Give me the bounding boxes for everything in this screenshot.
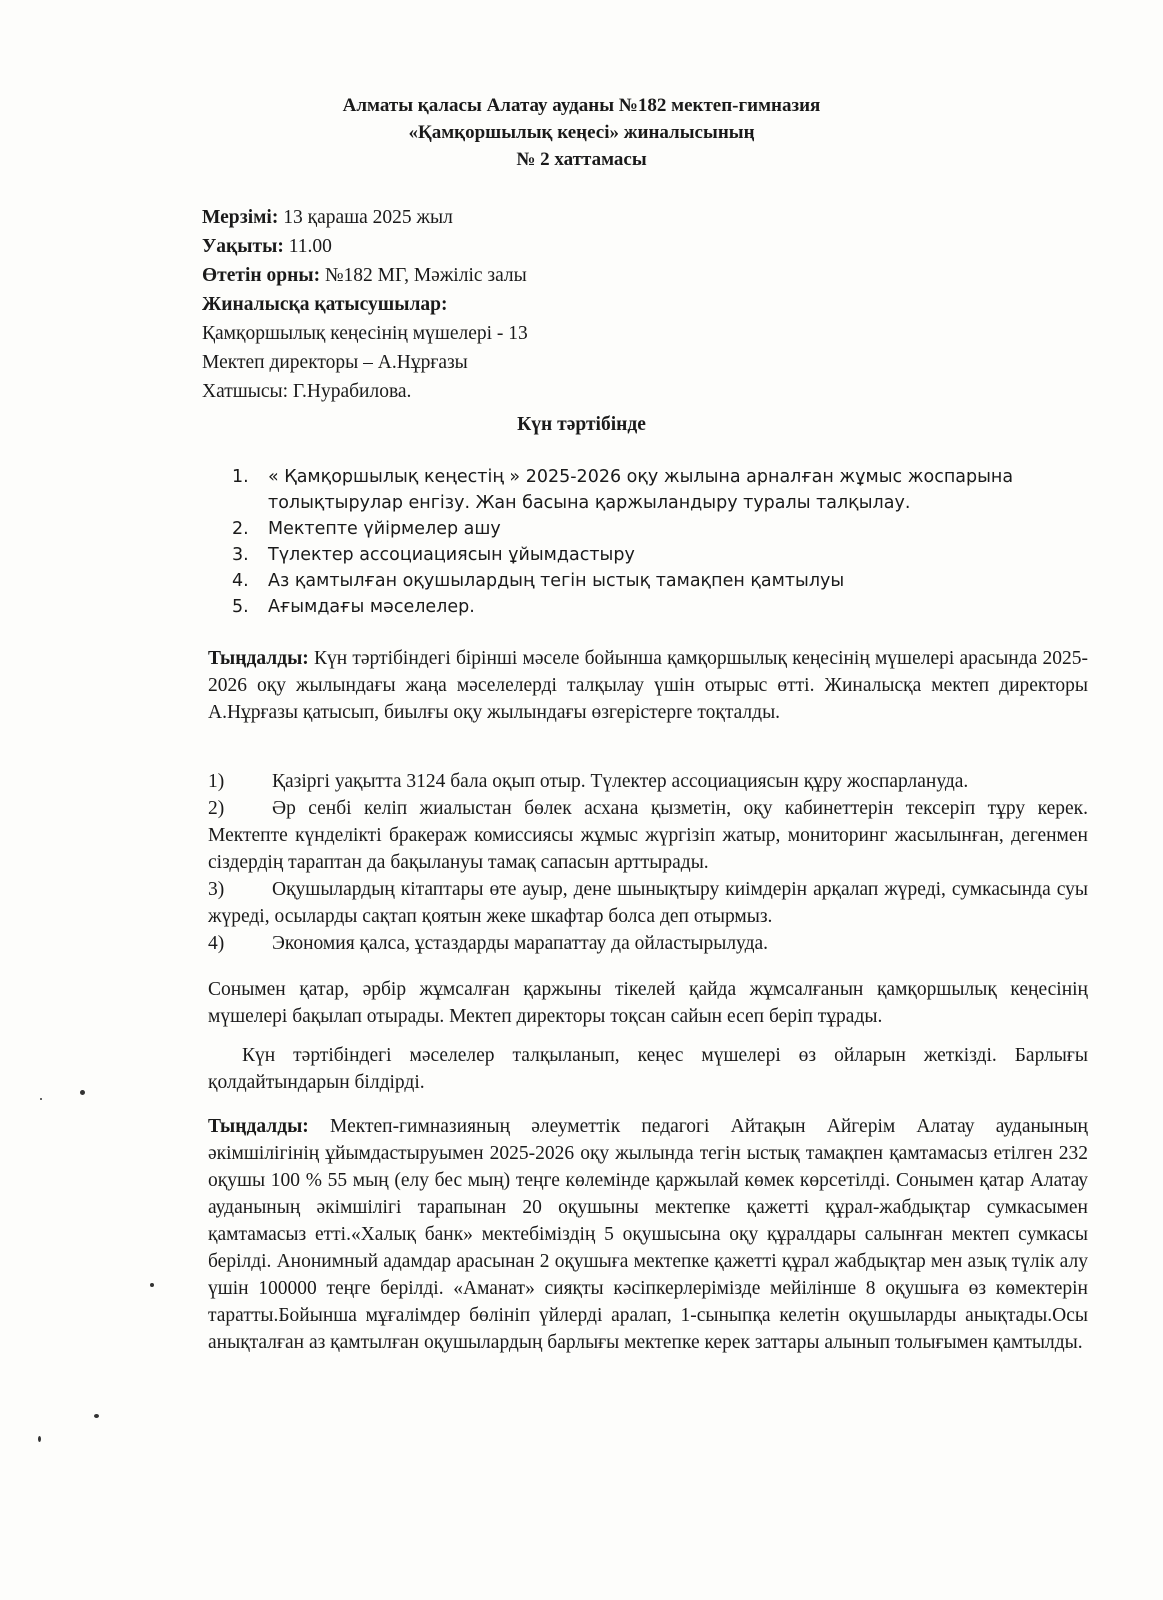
- meeting-details: [202, 203, 1022, 406]
- point-item: 4) Экономия қалса, ұстаздарды марапаттау да ойластырылуда.: [208, 933, 769, 954]
- agenda-item: 4. Аз қамтылған оқушылардың тегін ыстық тамақпен қамтылуы: [232, 571, 845, 591]
- scan-speck: [38, 1436, 41, 1442]
- point-item: 1) Қазіргі уақытта 3124 бала оқып отыр. Түлектер ассоциациясын құру жоспарлануда.: [208, 771, 969, 792]
- meeting-date: Мерзімі: 13 қараша 2025 жыл: [202, 207, 453, 228]
- section-heard-second: Тыңдалды: Мектеп-гимназияның әлеуметтік педагогі Айтақын Айгерім Алатау ауданының әкімшілігінің ұйымдастыруымен 2025-2026 оқу жылында тегін ыстық тамақпен қамтамасыз етілген 232 оқушы 100 % 55 мың (елу бес мың) теңге көлемінде қаржылай көмек көрсетілді. Сонымен қатар Алатау ауданының әкімшілігі тарапынан 20 оқушыны мектепке қажетті құрал-жабдықтар сумкасымен қамтамасыз етті.«Халық банк» мектебіміздің 5 оқушысына оқу құралдары салынған мектеп сумкасы берілді. Анонимный адамдар арасынан 2 оқушыға мектепке қажетті құрал жабдықтар мен азық түлік алу үшін 100000 теңге берілді. «Аманат» сияқты кәсіпкерлерімізде мейілінше 8 оқушыға өз көмектерін таратты.Бойынша мұғалімдер бөлініп үйлерді аралап, 1-сыныпқа келетін оқушыларды анықтады.Осы анықталған аз қамтылған оқушылардың барлығы мектепке керек заттары алынып толығымен қамтылды.: [208, 1116, 1088, 1353]
- scan-speck: [150, 1283, 154, 1287]
- header-line-council: «Қамқоршылық кеңесі» жиналысының: [408, 122, 755, 143]
- agenda-title: Күн тәртібінде: [517, 414, 646, 435]
- participant-council: Қамқоршылық кеңесінің мүшелері - 13: [202, 323, 528, 344]
- paragraph-control: Сонымен қатар, әрбір жұмсалған қаржыны тікелей қайда жұмсалғанын қамқоршылық кеңесінің мүшелері бақылап отырады. Мектеп директоры тоқсан сайын есеп беріп тұрады.: [208, 979, 1088, 1027]
- point-item: 2) Әр сенбі келіп жиалыстан бөлек асхана қызметін, оқу кабинеттерін тексеріп тұру керек. Мектепте күнделікті бракераж комиссиясы жұмыс жүргізіп жатыр, мониторинг жасылынған, дегенмен сіздердің тараптан да бақылануы тамақ сапасын арттырады.: [208, 798, 1088, 873]
- participants-label: Жиналысқа қатысушылар:: [202, 294, 448, 315]
- point-item: 3) Оқушылардың кітаптары өте ауыр, дене шынықтыру киімдерін арқалап жүреді, сумкасында суы жүреді, осыларды сақтап қоятын жеке шкафтар болса деп отырмыз.: [208, 879, 1088, 927]
- section-heard-first: Тыңдалды: Күн тәртібіндегі бірінші мәселе бойынша қамқоршылық кеңесінің мүшелері арасында 2025-2026 оқу жылындағы жаңа мәселелерді талқылау үшін отырыс өтті. Жиналысқа мектеп директоры А.Нұрғазы қатысып, биылғы оқу жылындағы өзгерістерге тоқталды.: [208, 648, 1088, 723]
- scan-speck: [80, 1090, 85, 1095]
- header-line-school: Алматы қаласы Алатау ауданы №182 мектеп-гимназия: [342, 95, 821, 116]
- agenda-item: 1. « Қамқоршылық кеңестің » 2025-2026 оқу жылына арналған жұмыс жоспарына толықтырулар енгізу. Жан басына қаржыландыру туралы талқылау.: [232, 467, 1014, 513]
- paragraph-discussed: Күн тәртібіндегі мәселелер талқыланып, кеңес мүшелері өз ойларын жеткізді. Барлығы қолдайтындарын білдірді.: [208, 1045, 1088, 1093]
- header-line-protocol: № 2 хаттамасы: [516, 149, 647, 170]
- document-header: [0, 92, 1163, 173]
- meeting-time: Уақыты: 11.00: [202, 236, 332, 257]
- agenda-item: 5. Ағымдағы мәселелер.: [232, 597, 475, 617]
- meeting-place: Өтетін орны: №182 МГ, Мәжіліс залы: [202, 265, 527, 286]
- scan-speck: [40, 1098, 42, 1100]
- director-points: [208, 768, 1088, 957]
- participant-director: Мектеп директоры – А.Нұрғазы: [202, 352, 468, 373]
- participant-secretary: Хатшысы: Г.Нурабилова.: [202, 381, 412, 402]
- agenda-list: [232, 464, 1052, 620]
- agenda-item: 2. Мектепте үйірмелер ашу: [232, 519, 501, 539]
- agenda-item: 3. Түлектер ассоциациясын ұйымдастыру: [232, 545, 635, 565]
- scan-speck: [94, 1414, 99, 1418]
